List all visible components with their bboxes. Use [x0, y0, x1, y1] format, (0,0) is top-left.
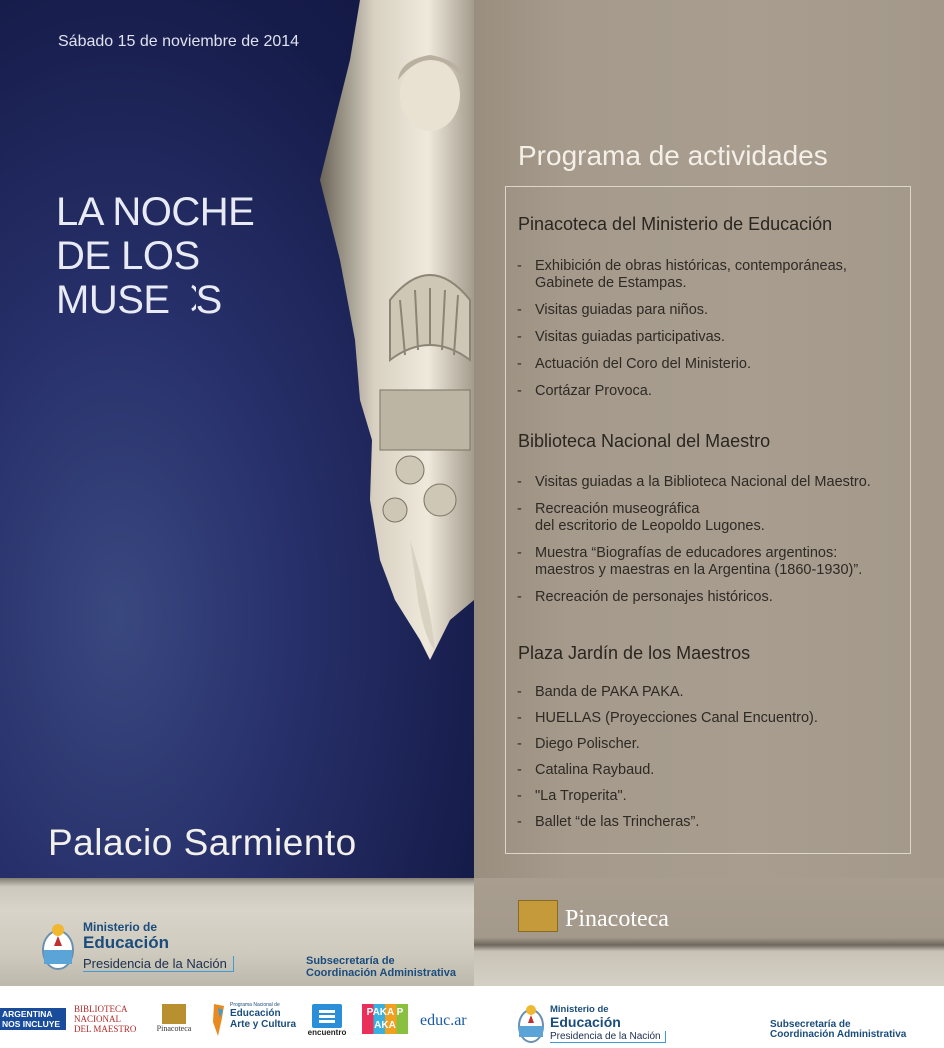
ministry-logo-footer: [516, 1002, 676, 1046]
eye-painting-icon: [162, 1004, 186, 1024]
title-line-1: LA NOCHE: [56, 190, 255, 234]
section-title: Biblioteca Nacional del Maestro: [518, 431, 771, 451]
biblioteca-logo: BIBLIOTECA NACIONAL DEL MAESTRO: [74, 1004, 137, 1034]
argentina-nos-incluye-logo: [0, 1008, 66, 1030]
subsecretaria-line-2: Coordinación Administrativa: [770, 1029, 907, 1040]
title-line-2: DE LOS: [56, 234, 200, 278]
title-line-3: [56, 278, 254, 322]
stone-base-right: [474, 878, 944, 986]
map-icon: [208, 1002, 228, 1038]
encuentro-e-icon: [312, 1004, 342, 1028]
list-item: - Banda de PAKA PAKA.: [517, 684, 818, 701]
program-heading: Programa de actividades: [518, 140, 828, 171]
list-item: - Recreación de personajes históricos.: [517, 589, 871, 606]
moon-icon: [170, 281, 196, 315]
caryatid-statue-image: [300, 0, 474, 880]
subsecretaria-line-1: Subsecretaría de: [770, 1019, 851, 1030]
ministry-label-big: Educación: [550, 1014, 621, 1030]
subsecretaria-line-1: Subsecretaría de: [306, 955, 395, 967]
presidency-label: Presidencia de la Nación: [83, 956, 234, 972]
event-date: Sábado 15 de noviembre de 2014: [58, 33, 300, 50]
list-item: [517, 275, 847, 292]
list-item: - Ballet “de las Trincheras”.: [517, 814, 818, 831]
list-item: - HUELLAS (Proyecciones Canal Encuentro).: [517, 710, 818, 727]
ministry-label-big: Educación: [83, 933, 169, 952]
ministry-label-small: Ministerio de: [550, 1004, 609, 1015]
ministry-logo: [40, 918, 280, 978]
arte-cultura-label: Arte y Cultura: [230, 1019, 297, 1030]
nos-incluye-label: NOS INCLUYE: [2, 1019, 61, 1029]
pakapaka-label: PAKA PAKA: [362, 1004, 408, 1034]
list-item: - "La Troperita".: [517, 788, 818, 805]
eye-painting-icon: [518, 900, 558, 932]
subsecretaria-line-2: Coordinación Administrativa: [306, 967, 456, 979]
argentina-label: ARGENTINA: [2, 1009, 53, 1019]
activity-list: [517, 474, 871, 616]
subsecretaria-label-footer: [770, 1020, 906, 1040]
educacion-label: Educación: [230, 1008, 281, 1019]
footer-logo-strip: [0, 986, 944, 1048]
pinacoteca-small-label: Pinacoteca: [156, 1024, 192, 1033]
encuentro-label: encuentro: [307, 1028, 347, 1037]
encuentro-logo: [306, 1004, 348, 1037]
section-title: Pinacoteca del Ministerio de Educación: [518, 214, 833, 234]
pinacoteca-small-logo: [152, 1004, 196, 1033]
list-item: - Catalina Raybaud.: [517, 762, 818, 779]
list-item: - Visitas guiadas para niños.: [517, 302, 847, 319]
presidency-label: Presidencia de la Nación: [550, 1031, 666, 1043]
list-item-continuation: maestros y maestras en la Argentina (1860-1930)”.: [535, 562, 863, 578]
national-shield-icon: [516, 1002, 546, 1044]
list-item-continuation: del escritorio de Leopoldo Lugones.: [535, 518, 765, 534]
pinacoteca-label: Pinacoteca: [565, 906, 669, 932]
venue-name: Palacio Sarmiento: [48, 822, 357, 863]
list-item: [517, 562, 871, 579]
list-item: [517, 518, 871, 535]
event-title: [56, 190, 254, 322]
list-item: - Visitas guiadas a la Biblioteca Nacional del Maestro.: [517, 474, 871, 491]
activity-list: [517, 684, 818, 841]
section-title: Plaza Jardín de los Maestros: [518, 643, 751, 663]
title-line-3-start: MUSE: [56, 278, 170, 322]
subsecretaria-label: [306, 955, 456, 979]
list-item: - Exhibición de obras históricas, contemporáneas,: [517, 258, 847, 275]
list-item: - Visitas guiadas participativas.: [517, 329, 847, 346]
list-item-continuation: Gabinete de Estampas.: [535, 275, 687, 291]
national-shield-icon: [40, 920, 76, 972]
list-item: - Muestra “Biografías de educadores argentinos:: [517, 545, 871, 562]
list-item: - Diego Polischer.: [517, 736, 818, 753]
educar-logo: educ.ar: [420, 1012, 467, 1029]
programa-small-label: Programa Nacional de: [230, 1002, 280, 1008]
activity-list: [517, 258, 847, 410]
list-item: - Recreación museográfica: [517, 501, 871, 518]
list-item: - Cortázar Provoca.: [517, 383, 847, 400]
title-line-3-end: S: [195, 278, 222, 322]
list-item: - Actuación del Coro del Ministerio.: [517, 356, 847, 373]
ministry-label-small: Ministerio de: [83, 920, 158, 934]
pakapaka-logo: [362, 1004, 408, 1034]
